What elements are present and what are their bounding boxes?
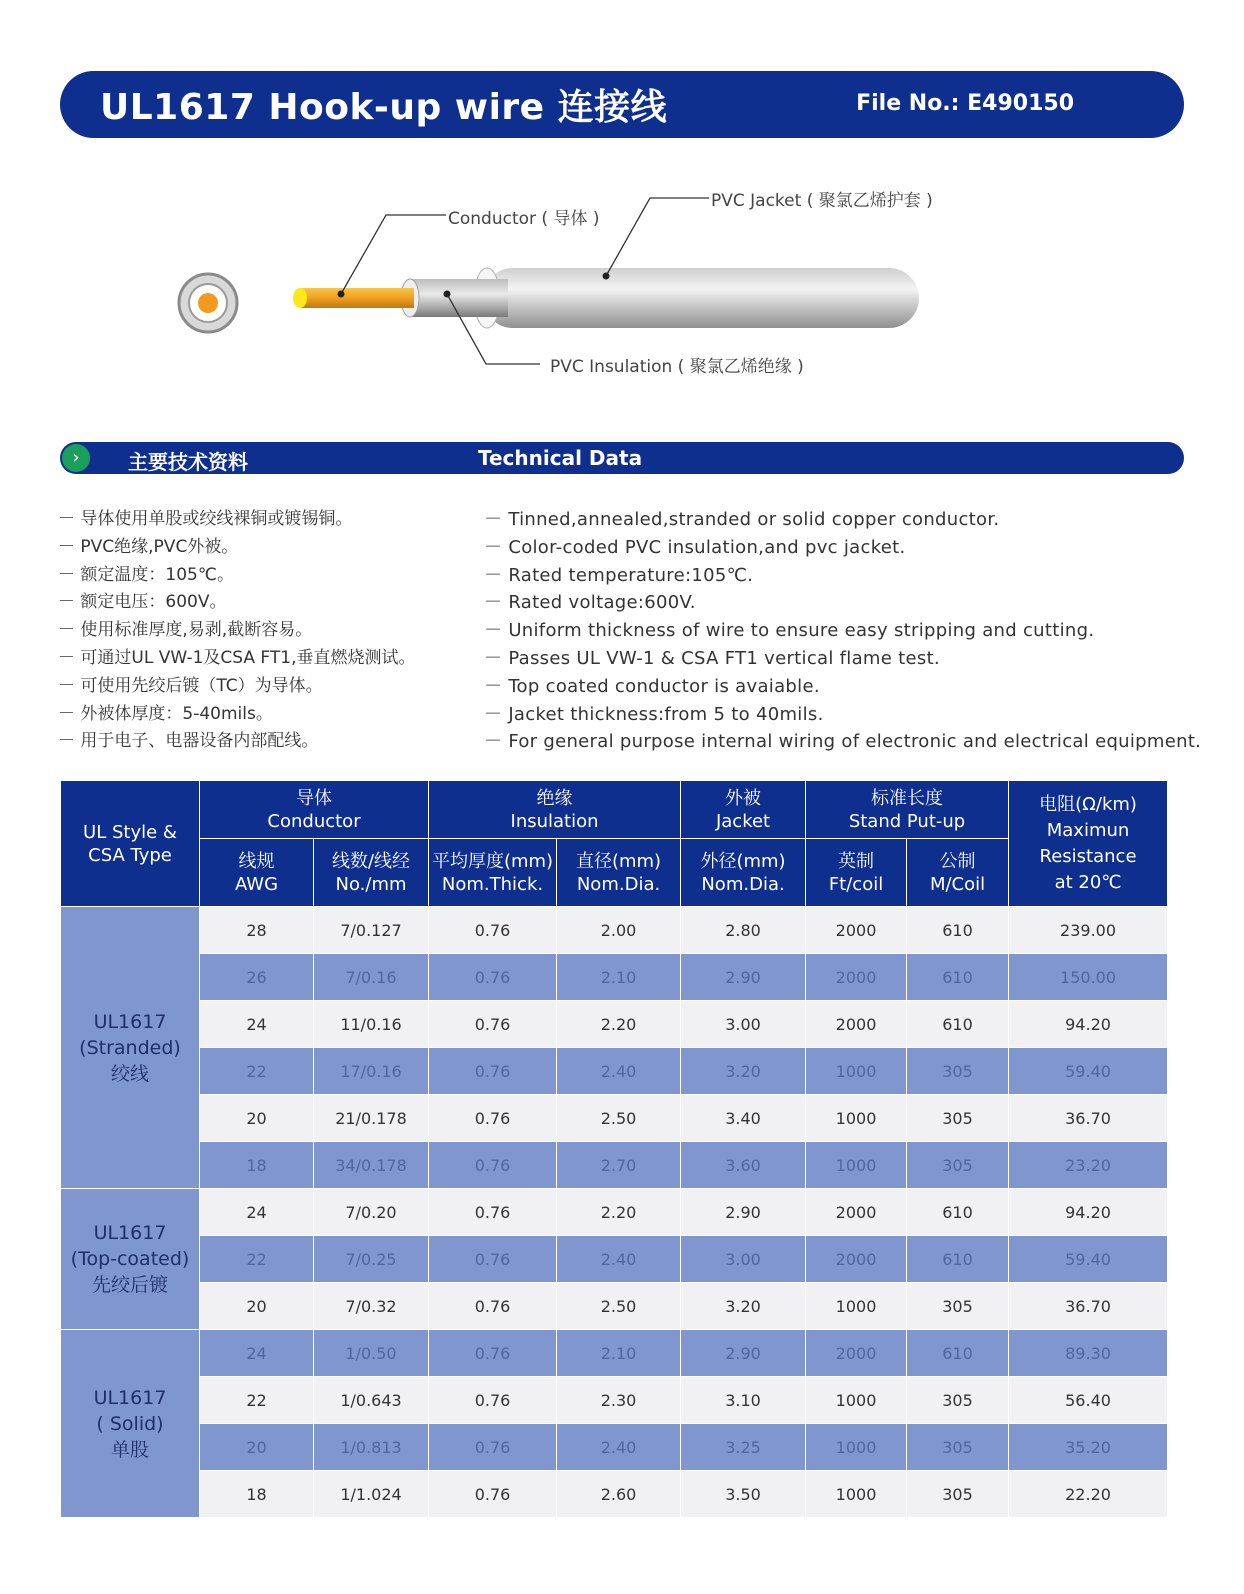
- table-cell: 0.76: [429, 1142, 557, 1189]
- insulation-header: 绝缘 Insulation: [429, 781, 681, 839]
- table-cell: 2.60: [557, 1471, 681, 1518]
- table-cell: 21/0.178: [314, 1095, 429, 1142]
- table-cell: 2000: [806, 954, 907, 1001]
- insulation-layer: [401, 279, 508, 317]
- table-cell: 26: [200, 954, 314, 1001]
- table-cell: 305: [907, 1377, 1009, 1424]
- section-title-en: Technical Data: [478, 446, 643, 470]
- table-cell: 1000: [806, 1424, 907, 1471]
- table-cell: 56.40: [1009, 1377, 1168, 1424]
- table-cell: 2000: [806, 1001, 907, 1048]
- group-label: UL1617 (Stranded) 绞线: [61, 907, 200, 1189]
- table-cell: 2.90: [681, 954, 806, 1001]
- table-row: [61, 1095, 1168, 1142]
- table-cell: 18: [200, 1142, 314, 1189]
- style-header: UL Style & CSA Type: [61, 781, 200, 907]
- table-cell: 22: [200, 1236, 314, 1283]
- table-cell: 1000: [806, 1283, 907, 1330]
- table-row: [61, 1283, 1168, 1330]
- table-cell: 3.25: [681, 1424, 806, 1471]
- table-cell: 22.20: [1009, 1471, 1168, 1518]
- table-cell: 7/0.20: [314, 1189, 429, 1236]
- list-item: － Uniform thickness of wire to ensure easy stripping and cutting.: [484, 620, 1095, 642]
- table-cell: 2.90: [681, 1330, 806, 1377]
- table-cell: 89.30: [1009, 1330, 1168, 1377]
- list-item: － 额定电压：600V。: [58, 592, 227, 613]
- table-cell: 7/0.32: [314, 1283, 429, 1330]
- table-cell: 0.76: [429, 1330, 557, 1377]
- table-cell: 150.00: [1009, 954, 1168, 1001]
- table-cell: 2000: [806, 1189, 907, 1236]
- list-item: － Passes UL VW-1 & CSA FT1 vertical flame test.: [484, 647, 940, 669]
- table-cell: 1/0.643: [314, 1377, 429, 1424]
- table-cell: 7/0.127: [314, 907, 429, 954]
- table-row: [61, 1471, 1168, 1518]
- thickness-header: 平均厚度(mm) Nom.Thick.: [429, 839, 557, 907]
- list-item: － For general purpose internal wiring of electronic and electrical equipment.: [484, 731, 1202, 753]
- list-item: － PVC绝缘,PVC外被。: [58, 536, 239, 557]
- table-cell: 0.76: [429, 907, 557, 954]
- cable-diagram: [0, 160, 1244, 410]
- table-cell: 305: [907, 1048, 1009, 1095]
- table-cell: 610: [907, 1236, 1009, 1283]
- table-cell: 36.70: [1009, 1095, 1168, 1142]
- feature-list-en: [484, 506, 1201, 756]
- ft-coil-header: 英制 Ft/coil: [806, 839, 907, 907]
- spec-table: [60, 780, 1168, 1518]
- table-cell: 3.40: [681, 1095, 806, 1142]
- table-cell: 0.76: [429, 1377, 557, 1424]
- table-cell: 2.10: [557, 1330, 681, 1377]
- table-cell: 305: [907, 1471, 1009, 1518]
- group-label: UL1617 ( Solid) 单股: [61, 1330, 200, 1518]
- table-cell: 24: [200, 1330, 314, 1377]
- table-cell: 2.20: [557, 1001, 681, 1048]
- table-cell: 20: [200, 1283, 314, 1330]
- table-row: [61, 1330, 1168, 1377]
- table-cell: 3.20: [681, 1283, 806, 1330]
- table-cell: 2.00: [557, 907, 681, 954]
- table-cell: 23.20: [1009, 1142, 1168, 1189]
- conductor-header: 导体 Conductor: [200, 781, 429, 839]
- table-cell: 3.00: [681, 1236, 806, 1283]
- table-cell: 94.20: [1009, 1001, 1168, 1048]
- table-cell: 1000: [806, 1048, 907, 1095]
- table-cell: 18: [200, 1471, 314, 1518]
- table-cell: 2.30: [557, 1377, 681, 1424]
- table-cell: 28: [200, 907, 314, 954]
- group-label: UL1617 (Top-coated) 先绞后镀: [61, 1189, 200, 1330]
- table-cell: 3.00: [681, 1001, 806, 1048]
- table-cell: 305: [907, 1283, 1009, 1330]
- table-cell: 20: [200, 1424, 314, 1471]
- table-cell: 2.50: [557, 1095, 681, 1142]
- m-coil-header: 公制 M/Coil: [907, 839, 1009, 907]
- list-item: － 额定温度：105℃。: [58, 564, 234, 585]
- table-cell: 2.40: [557, 1236, 681, 1283]
- table-cell: 610: [907, 1189, 1009, 1236]
- list-item: － Tinned,annealed,stranded or solid copper conductor.: [484, 509, 1000, 530]
- feature-list-cn: [58, 506, 416, 756]
- table-cell: 7/0.16: [314, 954, 429, 1001]
- table-cell: 305: [907, 1142, 1009, 1189]
- table-cell: 59.40: [1009, 1048, 1168, 1095]
- list-item: － 可通过UL VW-1及CSA FT1,垂直燃烧测试。: [58, 647, 416, 668]
- table-row: [61, 1048, 1168, 1095]
- conductor-label: Conductor ( 导体 ): [448, 209, 600, 229]
- table-cell: 1/0.813: [314, 1424, 429, 1471]
- table-cell: 2.40: [557, 1424, 681, 1471]
- awg-header: 线规 AWG: [200, 839, 314, 907]
- table-cell: 0.76: [429, 1048, 557, 1095]
- table-cell: 34/0.178: [314, 1142, 429, 1189]
- list-item: － 使用标准厚度,易剥,截断容易。: [58, 620, 313, 641]
- list-item: － Rated voltage:600V.: [484, 592, 696, 614]
- outer-diameter-header: 外径(mm) Nom.Dia.: [681, 839, 806, 907]
- table-cell: 0.76: [429, 1424, 557, 1471]
- table-cell: 17/0.16: [314, 1048, 429, 1095]
- table-cell: 2.40: [557, 1048, 681, 1095]
- diameter-header: 直径(mm) Nom.Dia.: [557, 839, 681, 907]
- resistance-header: 电阻(Ω/km) Maximun Resistance at 20℃: [1009, 781, 1168, 907]
- table-cell: 1000: [806, 1142, 907, 1189]
- table-cell: 22: [200, 1377, 314, 1424]
- table-cell: 3.10: [681, 1377, 806, 1424]
- table-cell: 2.20: [557, 1189, 681, 1236]
- table-cell: 24: [200, 1001, 314, 1048]
- chevron-right-icon: ›: [62, 444, 90, 472]
- table-cell: 610: [907, 954, 1009, 1001]
- table-cell: 0.76: [429, 954, 557, 1001]
- table-cell: 1/1.024: [314, 1471, 429, 1518]
- table-cell: 0.76: [429, 1189, 557, 1236]
- table-cell: 2.70: [557, 1142, 681, 1189]
- table-cell: 22: [200, 1048, 314, 1095]
- table-cell: 0.76: [429, 1001, 557, 1048]
- table-cell: 239.00: [1009, 907, 1168, 954]
- table-cell: 0.76: [429, 1095, 557, 1142]
- list-item: － Rated temperature:105℃.: [484, 564, 754, 586]
- table-cell: 2.80: [681, 907, 806, 954]
- table-row: [61, 1001, 1168, 1048]
- table-cell: 0.76: [429, 1471, 557, 1518]
- table-cell: 2000: [806, 1236, 907, 1283]
- table-cell: 59.40: [1009, 1236, 1168, 1283]
- conductor-layer: [293, 288, 414, 308]
- table-cell: 11/0.16: [314, 1001, 429, 1048]
- table-cell: 7/0.25: [314, 1236, 429, 1283]
- jacket-layer: [474, 268, 919, 328]
- strand-header: 线数/线经 No./mm: [314, 839, 429, 907]
- table-row: [61, 907, 1168, 954]
- technical-data-bar: [60, 442, 1184, 474]
- table-row: [61, 1236, 1168, 1283]
- file-number: File No.: E490150: [856, 91, 1074, 116]
- list-item: － 用于电子、电器设备内部配线。: [58, 731, 319, 752]
- table-cell: 0.76: [429, 1236, 557, 1283]
- table-cell: 610: [907, 1330, 1009, 1377]
- table-cell: 24: [200, 1189, 314, 1236]
- table-cell: 305: [907, 1424, 1009, 1471]
- section-title-cn: 主要技术资料: [128, 450, 248, 474]
- table-cell: 2.50: [557, 1283, 681, 1330]
- insulation-label: PVC Insulation ( 聚氯乙烯绝缘 ): [550, 357, 804, 377]
- page-title: UL1617 Hook-up wire 连接线: [100, 87, 668, 128]
- list-item: － 导体使用单股或绞线裸铜或镀锡铜。: [58, 509, 353, 529]
- list-item: － Top coated conductor is avaiable.: [484, 675, 820, 697]
- table-cell: 1000: [806, 1377, 907, 1424]
- table-cell: 20: [200, 1095, 314, 1142]
- title-banner: [60, 71, 1184, 138]
- table-row: [61, 954, 1168, 1001]
- table-cell: 2.90: [681, 1189, 806, 1236]
- table-row: [61, 1142, 1168, 1189]
- table-cell: 610: [907, 1001, 1009, 1048]
- table-cell: 1000: [806, 1095, 907, 1142]
- table-cell: 2000: [806, 1330, 907, 1377]
- list-item: － 可使用先绞后镀（TC）为导体。: [58, 675, 323, 696]
- table-row: [61, 1377, 1168, 1424]
- table-cell: 3.60: [681, 1142, 806, 1189]
- table-cell: 3.20: [681, 1048, 806, 1095]
- table-cell: 610: [907, 907, 1009, 954]
- table-cell: 2.10: [557, 954, 681, 1001]
- table-cell: 305: [907, 1095, 1009, 1142]
- table-cell: 2000: [806, 907, 907, 954]
- jacket-label: PVC Jacket ( 聚氯乙烯护套 ): [711, 191, 933, 211]
- table-cell: 35.20: [1009, 1424, 1168, 1471]
- table-cell: 1000: [806, 1471, 907, 1518]
- table-cell: 0.76: [429, 1283, 557, 1330]
- table-cell: 94.20: [1009, 1189, 1168, 1236]
- table-cell: 36.70: [1009, 1283, 1168, 1330]
- table-row: [61, 1189, 1168, 1236]
- list-item: － Color-coded PVC insulation,and pvc jacket.: [484, 536, 906, 558]
- table-row: [61, 1424, 1168, 1471]
- list-item: － Jacket thickness:from 5 to 40mils.: [484, 703, 824, 725]
- table-cell: 3.50: [681, 1471, 806, 1518]
- spec-table-body: [61, 907, 1168, 1518]
- list-item: － 外被体厚度：5-40mils。: [58, 703, 273, 724]
- cross-section-icon: [179, 274, 237, 332]
- table-cell: 1/0.50: [314, 1330, 429, 1377]
- jacket-header: 外被 Jacket: [681, 781, 806, 839]
- putup-header: 标准长度 Stand Put-up: [806, 781, 1009, 839]
